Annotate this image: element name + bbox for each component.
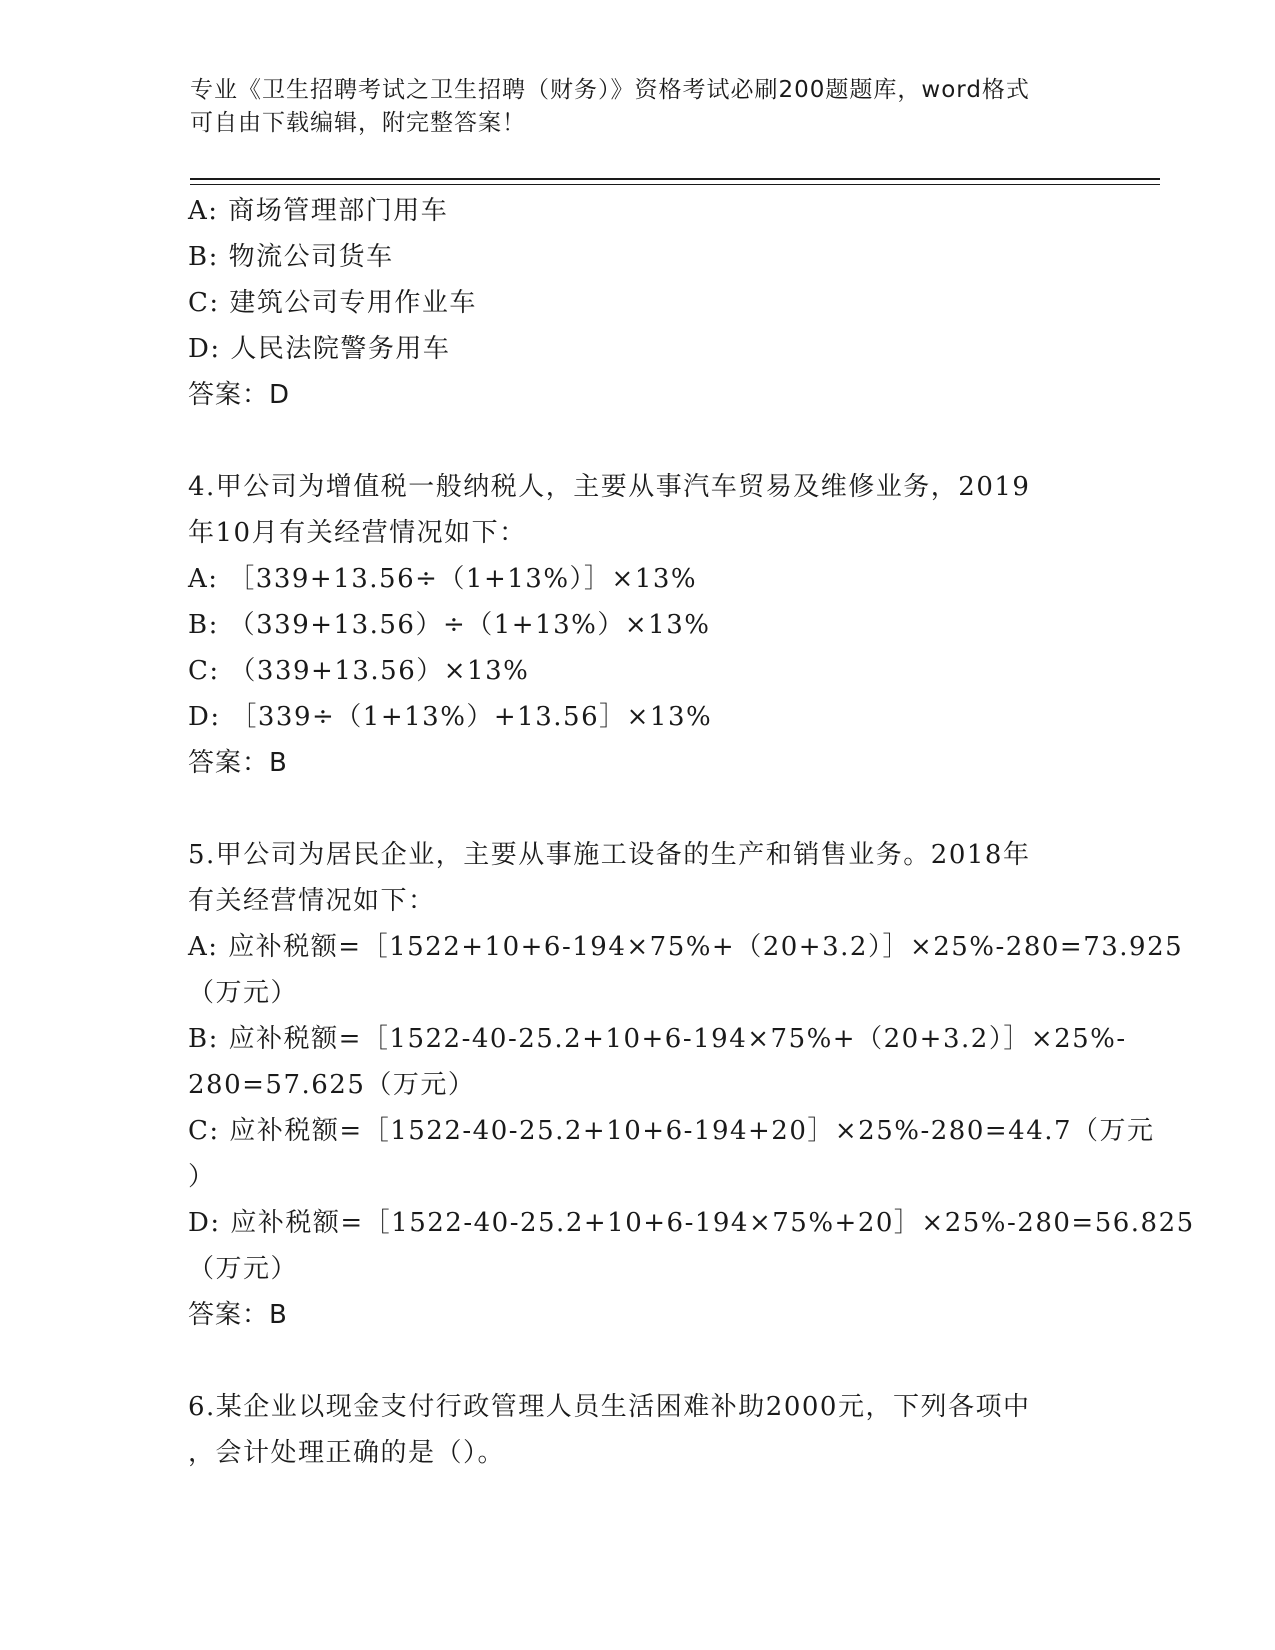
question-5: [188, 832, 1195, 1338]
option-c-line-2: ）: [188, 1162, 216, 1192]
option-a-line-1: A: 应补税额=［1522+10+6-194×75%+（20+3.2）］×25%-280=73.925: [188, 932, 1184, 962]
option-c: C: （339+13.56）×13%: [188, 656, 530, 686]
option-c-line-1: C: 应补税额=［1522-40-25.2+10+6-194+20］×25%-280=44.7（万元: [188, 1116, 1155, 1146]
spacer: [188, 418, 1088, 464]
option-d-line-1: D: 应补税额=［1522-40-25.2+10+6-194×75%+20］×25%-280=56.825: [188, 1208, 1195, 1238]
option-d-line-2: （万元）: [188, 1254, 299, 1284]
header-title-line-2: 可自由下载编辑，附完整答案！: [190, 110, 526, 136]
option-b: B: 物流公司货车: [188, 242, 394, 272]
question-stem-line-2: 有关经营情况如下：: [188, 886, 436, 916]
option-b-line-1: B: 应补税额=［1522-40-25.2+10+6-194×75%+（20+3.2）］×25%-: [188, 1024, 1127, 1054]
option-b: B: （339+13.56）÷（1+13%）×13%: [188, 610, 711, 640]
option-a: A: ［339+13.56÷（1+13%）］×13%: [188, 564, 698, 594]
answer-label: 答案：D: [188, 380, 291, 410]
spacer: [188, 1338, 1088, 1384]
option-d: D: 人民法院警务用车: [188, 334, 451, 364]
header-title-line-1: 专业《卫生招聘考试之卫生招聘（财务）》资格考试必刷200题题库，word格式: [190, 77, 1030, 103]
question-stem-line-1: 5.甲公司为居民企业，主要从事施工设备的生产和销售业务。2018年: [188, 840, 1031, 870]
answer-label: 答案：B: [188, 748, 288, 778]
option-a: A: 商场管理部门用车: [188, 196, 449, 226]
document-header: [190, 74, 1070, 140]
header-divider-thin: [190, 184, 1160, 185]
spacer: [188, 786, 1088, 832]
option-b-line-2: 280=57.625（万元）: [188, 1070, 476, 1100]
question-stem-line-2: ，会计处理正确的是（）。: [188, 1438, 506, 1468]
question-stem-line-1: 4.甲公司为增值税一般纳税人，主要从事汽车贸易及维修业务，2019: [188, 472, 1031, 502]
question-6: [188, 1384, 1088, 1476]
question-3-options: [188, 188, 1088, 418]
option-c: C: 建筑公司专用作业车: [188, 288, 477, 318]
document-body: [188, 188, 1195, 1476]
option-a-line-2: （万元）: [188, 978, 299, 1008]
question-stem-line-2: 年10月有关经营情况如下：: [188, 518, 527, 548]
question-stem-line-1: 6.某企业以现金支付行政管理人员生活困难补助2000元，下列各项中: [188, 1392, 1031, 1422]
header-divider-thick: [190, 178, 1160, 180]
option-d: D: ［339÷（1+13%）+13.56］×13%: [188, 702, 713, 732]
question-4: [188, 464, 1088, 786]
answer-label: 答案：B: [188, 1300, 288, 1330]
